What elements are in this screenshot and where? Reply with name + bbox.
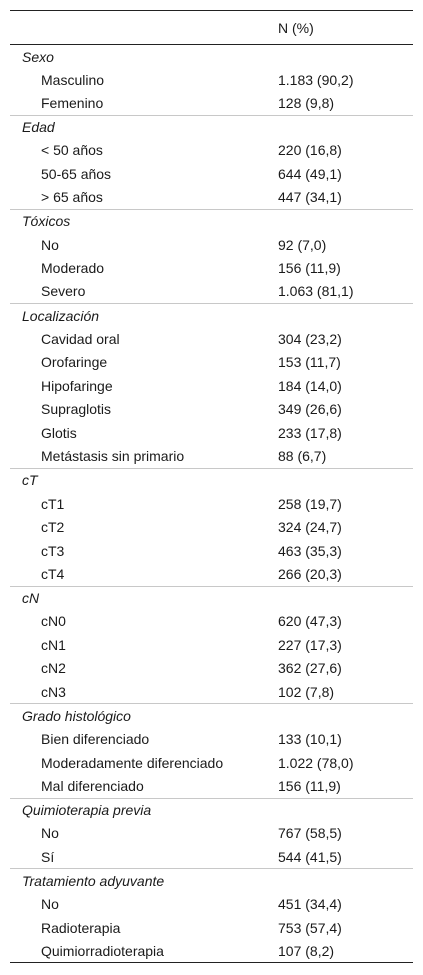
section-row [10, 468, 413, 492]
table-row [10, 351, 413, 375]
row-value: 463 (35,3) [278, 542, 342, 559]
row-label: cT3 [41, 542, 65, 559]
row-label: Radioterapia [41, 919, 121, 936]
table-row [10, 610, 413, 634]
row-value: 362 (27,6) [278, 660, 342, 677]
row-label: Mal diferenciado [41, 777, 144, 794]
row-value: 227 (17,3) [278, 636, 342, 653]
row-value: 1.183 (90,2) [278, 71, 354, 88]
row-label: < 50 años [41, 142, 103, 159]
row-value: 102 (7,8) [278, 683, 335, 700]
table-row [10, 539, 413, 563]
table-row [10, 68, 413, 92]
row-label: cT4 [41, 566, 65, 583]
row-label: Hipofaringe [41, 377, 113, 394]
row-label: Glotis [41, 425, 77, 442]
section-row [10, 304, 413, 328]
row-label: 50-65 años [41, 166, 112, 182]
table-row [10, 374, 413, 398]
row-label: cN0 [41, 613, 66, 630]
row-label: Quimiorradioterapia [41, 942, 164, 959]
table-header [10, 11, 413, 45]
row-value: 304 (23,2) [278, 330, 342, 347]
section-title: Tóxicos [10, 209, 413, 233]
row-value: 128 (9,8) [278, 95, 335, 112]
row-label: > 65 años [41, 189, 103, 206]
row-label: cT1 [41, 495, 65, 512]
row-value: 88 (6,7) [278, 448, 327, 465]
row-value: 447 (34,1) [278, 189, 342, 206]
section-title: Grado histológico [10, 704, 413, 728]
row-value: 266 (20,3) [278, 566, 342, 583]
table-row [10, 892, 413, 916]
section-row [10, 798, 413, 822]
row-value: 620 (47,3) [278, 613, 342, 630]
row-value: 133 (10,1) [278, 731, 342, 748]
row-label: Severo [41, 283, 86, 300]
row-label: Femenino [41, 95, 104, 112]
row-label: Cavidad oral [41, 330, 120, 347]
row-value: 153 (11,7) [278, 354, 341, 371]
row-label: cN2 [41, 660, 66, 677]
table-row [10, 939, 413, 963]
table-row [10, 139, 413, 163]
table-row [10, 186, 413, 210]
row-label: Bien diferenciado [41, 731, 150, 748]
table-row [10, 916, 413, 940]
row-label: Supraglotis [41, 401, 112, 418]
row-label: cN3 [41, 683, 66, 700]
table-row [10, 492, 413, 516]
table-row [10, 515, 413, 539]
row-value: 156 (11,9) [278, 260, 341, 277]
table-row [10, 680, 413, 704]
row-label: Sí [41, 848, 55, 865]
row-value: 451 (34,4) [278, 895, 342, 912]
row-label: Orofaringe [41, 354, 108, 371]
header-row [10, 11, 413, 45]
row-value: 258 (19,7) [278, 495, 342, 512]
section-title: cT [10, 468, 413, 492]
section-row [10, 209, 413, 233]
section-title: Localización [10, 304, 413, 328]
section-title: Sexo [22, 48, 54, 65]
row-value: 92 (7,0) [278, 236, 327, 253]
section-row [10, 586, 413, 610]
row-value: 1.022 (78,0) [278, 754, 354, 771]
row-label: Masculino [41, 71, 105, 88]
table-row [10, 256, 413, 280]
row-value: 107 (8,2) [278, 942, 335, 959]
section-row [10, 45, 413, 69]
section-row [10, 704, 413, 728]
section-row [10, 869, 413, 893]
row-label: cT2 [41, 519, 65, 536]
row-label: Moderadamente diferenciado [41, 754, 224, 771]
table-row [10, 563, 413, 587]
table-body [10, 45, 413, 963]
header-value-cell: N (%) [278, 19, 314, 36]
table-row [10, 445, 413, 469]
table-row [10, 822, 413, 846]
table-row [10, 845, 413, 869]
table-row [10, 92, 413, 116]
section-title: Quimioterapia previa [10, 798, 413, 822]
row-label: No [41, 825, 59, 842]
table-row [10, 774, 413, 798]
row-value: 349 (26,6) [278, 401, 342, 418]
section-row [10, 115, 413, 139]
row-label: No [41, 895, 59, 912]
row-value: 233 (17,8) [278, 425, 342, 442]
row-value: 753 (57,4) [278, 919, 342, 936]
row-label: Moderado [41, 260, 105, 277]
row-label: No [41, 236, 59, 253]
table-row [10, 162, 413, 186]
row-value: 156 (11,9) [278, 777, 341, 794]
table-row [10, 751, 413, 775]
data-table [10, 10, 413, 963]
table-row [10, 398, 413, 422]
section-title: Edad [10, 115, 413, 139]
table-row [10, 327, 413, 351]
table-row [10, 233, 413, 257]
header-label-cell [10, 11, 278, 45]
section-title: Tratamiento adyuvante [10, 869, 413, 893]
row-value: 184 (14,0) [278, 377, 342, 394]
row-label: cN1 [41, 636, 66, 653]
table-row [10, 657, 413, 681]
row-value: 767 (58,5) [278, 825, 342, 842]
row-value: 1.063 (81,1) [278, 283, 354, 300]
table-row [10, 727, 413, 751]
row-value: 324 (24,7) [278, 519, 342, 536]
table-row [10, 633, 413, 657]
section-title: cN [10, 586, 413, 610]
row-value: 644 (49,1) [278, 166, 342, 182]
table-row [10, 280, 413, 304]
row-label: Metástasis sin primario [41, 448, 185, 465]
row-value: 544 (41,5) [278, 848, 342, 865]
table-row [10, 421, 413, 445]
row-value: 220 (16,8) [278, 142, 342, 159]
